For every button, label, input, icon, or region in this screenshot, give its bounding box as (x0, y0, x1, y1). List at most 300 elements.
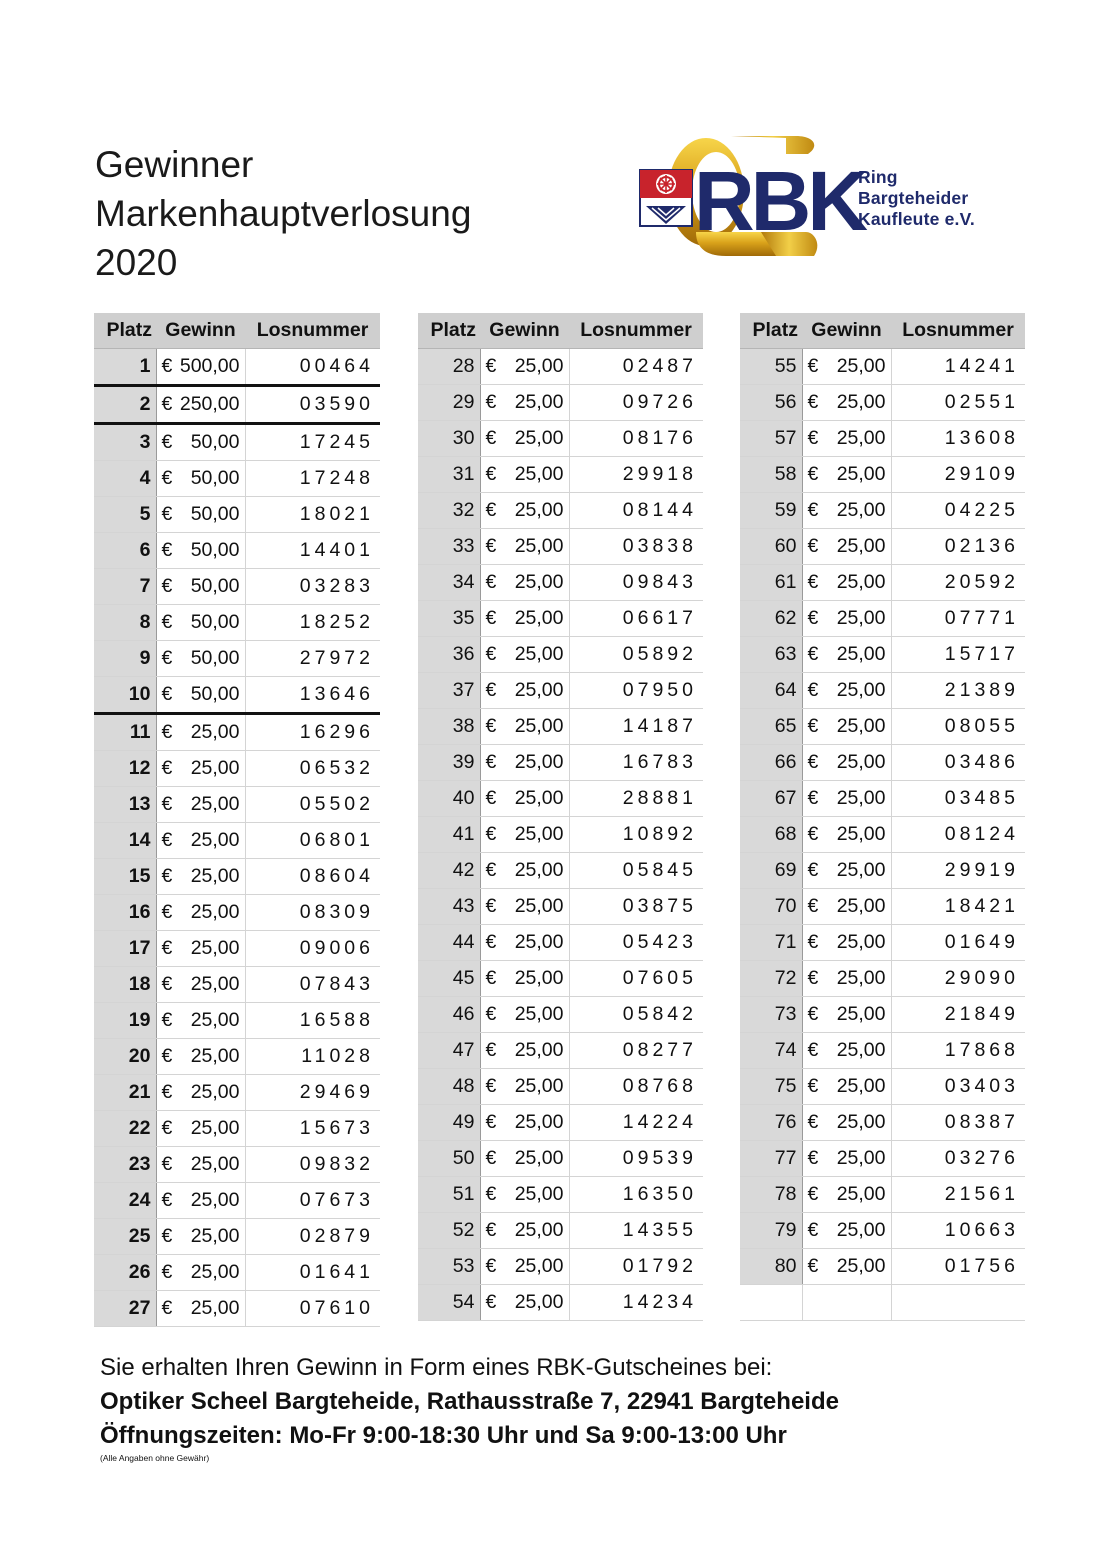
cell-gewinn (156, 931, 245, 967)
cell-platz: 72 (740, 961, 802, 997)
prize-amount: 500,00 (179, 355, 240, 377)
cell-platz: 34 (418, 565, 480, 601)
currency-symbol: € (161, 865, 173, 887)
currency-symbol: € (161, 647, 173, 669)
cell-losnummer: 07950 (569, 673, 703, 709)
cell-platz: 12 (94, 751, 156, 787)
cell-platz: 31 (418, 457, 480, 493)
table-row (94, 1183, 380, 1219)
logo-text-line-3: Kaufleute e.V. (858, 209, 975, 229)
cell-gewinn (480, 673, 569, 709)
currency-symbol: € (161, 793, 173, 815)
cell-losnummer: 09843 (569, 565, 703, 601)
prize-amount: 25,00 (190, 829, 240, 851)
prize-amount: 25,00 (836, 715, 886, 737)
table-row (94, 386, 380, 424)
table-row (740, 457, 1025, 493)
cell-losnummer: 13608 (891, 421, 1025, 457)
cell-gewinn (156, 1039, 245, 1075)
cell-gewinn (802, 853, 891, 889)
table-row (740, 925, 1025, 961)
table-row (418, 1033, 703, 1069)
currency-symbol: € (161, 355, 173, 377)
cell-platz: 25 (94, 1219, 156, 1255)
currency-symbol: € (161, 1261, 173, 1283)
currency-symbol: € (807, 1219, 819, 1241)
cell-gewinn (156, 714, 245, 751)
cell-platz: 29 (418, 385, 480, 421)
table-row (94, 569, 380, 605)
cell-platz: 50 (418, 1141, 480, 1177)
currency-symbol: € (161, 1009, 173, 1031)
cell-gewinn (156, 1111, 245, 1147)
header-losnummer: Losnummer (245, 313, 380, 349)
prize-amount: 25,00 (836, 1147, 886, 1169)
cell-platz: 13 (94, 787, 156, 823)
prize-amount: 25,00 (514, 823, 564, 845)
table-row (94, 605, 380, 641)
table-row (418, 1213, 703, 1249)
table-row (418, 997, 703, 1033)
cell-gewinn (802, 1213, 891, 1249)
currency-symbol: € (485, 895, 497, 917)
currency-symbol: € (161, 757, 173, 779)
currency-symbol: € (485, 679, 497, 701)
cell-platz: 46 (418, 997, 480, 1033)
cell-losnummer: 18421 (891, 889, 1025, 925)
cell-gewinn (156, 967, 245, 1003)
cell-gewinn (156, 497, 245, 533)
currency-symbol: € (161, 467, 173, 489)
cell-gewinn (156, 349, 245, 386)
prize-amount: 25,00 (514, 859, 564, 881)
currency-symbol: € (161, 1297, 173, 1319)
prize-amount: 25,00 (514, 715, 564, 737)
table-row (94, 533, 380, 569)
currency-symbol: € (807, 463, 819, 485)
currency-symbol: € (807, 607, 819, 629)
cell-gewinn (156, 1219, 245, 1255)
currency-symbol: € (161, 1045, 173, 1067)
cell-gewinn (480, 997, 569, 1033)
cell-gewinn (480, 421, 569, 457)
table-row (418, 1285, 703, 1321)
prize-amount: 25,00 (836, 1003, 886, 1025)
cell-platz: 38 (418, 709, 480, 745)
prize-amount: 25,00 (514, 751, 564, 773)
cell-platz: 77 (740, 1141, 802, 1177)
cell-losnummer: 08387 (891, 1105, 1025, 1141)
cell-losnummer: 08124 (891, 817, 1025, 853)
cell-gewinn (480, 745, 569, 781)
prize-amount: 25,00 (514, 895, 564, 917)
cell-gewinn (802, 997, 891, 1033)
cell-platz: 55 (740, 349, 802, 385)
prize-amount: 25,00 (514, 1255, 564, 1277)
table-row (740, 1069, 1025, 1105)
cell-platz: 37 (418, 673, 480, 709)
table-row (740, 673, 1025, 709)
cell-platz: 76 (740, 1105, 802, 1141)
currency-symbol: € (485, 571, 497, 593)
cell-losnummer: 29109 (891, 457, 1025, 493)
prize-amount: 25,00 (514, 787, 564, 809)
prize-amount: 25,00 (190, 1117, 240, 1139)
table-row (740, 853, 1025, 889)
cell-gewinn (480, 781, 569, 817)
cell-losnummer: 08604 (245, 859, 380, 895)
table-row (740, 637, 1025, 673)
cell-platz: 71 (740, 925, 802, 961)
cell-losnummer: 16783 (569, 745, 703, 781)
cell-gewinn (802, 1105, 891, 1141)
prize-amount: 25,00 (190, 865, 240, 887)
cell-losnummer: 06532 (245, 751, 380, 787)
table-row (94, 1039, 380, 1075)
cell-losnummer: 00464 (245, 349, 380, 386)
cell-losnummer: 02487 (569, 349, 703, 385)
footer-address: Optiker Scheel Bargteheide, Rathausstraße 7, 22941 Bargteheide (100, 1388, 839, 1415)
cell-losnummer: 07843 (245, 967, 380, 1003)
cell-losnummer: 03283 (245, 569, 380, 605)
table-row (418, 1141, 703, 1177)
cell-platz: 1 (94, 349, 156, 386)
prize-amount: 25,00 (836, 355, 886, 377)
cell-gewinn (480, 853, 569, 889)
cell-losnummer: 09006 (245, 931, 380, 967)
header-platz: Platz (740, 313, 802, 349)
prize-amount: 25,00 (190, 937, 240, 959)
table-row (418, 493, 703, 529)
cell-losnummer: 21389 (891, 673, 1025, 709)
table-row (418, 457, 703, 493)
table-row (94, 1075, 380, 1111)
cell-losnummer: 14224 (569, 1105, 703, 1141)
prize-amount: 25,00 (190, 757, 240, 779)
cell-platz (740, 1285, 802, 1321)
currency-symbol: € (485, 715, 497, 737)
cell-platz: 5 (94, 497, 156, 533)
cell-platz: 3 (94, 424, 156, 461)
currency-symbol: € (485, 1219, 497, 1241)
cell-losnummer: 28881 (569, 781, 703, 817)
prize-amount: 50,00 (190, 611, 240, 633)
currency-symbol: € (485, 1003, 497, 1025)
cell-gewinn (480, 457, 569, 493)
cell-losnummer: 08176 (569, 421, 703, 457)
cell-platz: 63 (740, 637, 802, 673)
cell-gewinn (156, 424, 245, 461)
cell-losnummer: 05423 (569, 925, 703, 961)
cell-platz: 33 (418, 529, 480, 565)
currency-symbol: € (807, 535, 819, 557)
cell-platz: 60 (740, 529, 802, 565)
table-row (94, 1147, 380, 1183)
cell-platz: 68 (740, 817, 802, 853)
prize-amount: 25,00 (514, 571, 564, 593)
currency-symbol: € (485, 1291, 497, 1313)
cell-platz: 47 (418, 1033, 480, 1069)
cell-losnummer: 27972 (245, 641, 380, 677)
currency-symbol: € (807, 643, 819, 665)
cell-losnummer: 01649 (891, 925, 1025, 961)
cell-losnummer: 01641 (245, 1255, 380, 1291)
header-losnummer: Losnummer (891, 313, 1025, 349)
prize-amount: 50,00 (190, 503, 240, 525)
cell-platz: 7 (94, 569, 156, 605)
prize-amount: 250,00 (179, 393, 240, 415)
cell-losnummer: 07610 (245, 1291, 380, 1327)
table-row (740, 817, 1025, 853)
cell-losnummer: 17248 (245, 461, 380, 497)
cell-gewinn (156, 787, 245, 823)
table-row (94, 677, 380, 714)
prize-amount: 25,00 (190, 1153, 240, 1175)
cell-platz: 15 (94, 859, 156, 895)
cell-losnummer: 02136 (891, 529, 1025, 565)
currency-symbol: € (485, 355, 497, 377)
table-row (418, 385, 703, 421)
currency-symbol: € (807, 1147, 819, 1169)
cell-losnummer: 03485 (891, 781, 1025, 817)
cell-gewinn (802, 565, 891, 601)
currency-symbol: € (807, 355, 819, 377)
table-row (740, 565, 1025, 601)
cell-losnummer: 08768 (569, 1069, 703, 1105)
currency-symbol: € (161, 539, 173, 561)
prize-amount: 25,00 (190, 973, 240, 995)
cell-losnummer: 14187 (569, 709, 703, 745)
cell-platz: 27 (94, 1291, 156, 1327)
cell-losnummer: 14355 (569, 1213, 703, 1249)
cell-gewinn (480, 1069, 569, 1105)
table-row (418, 709, 703, 745)
cell-platz: 30 (418, 421, 480, 457)
cell-losnummer: 02551 (891, 385, 1025, 421)
logo-text-line-2: Bargteheider (858, 188, 969, 208)
table-row (94, 1291, 380, 1327)
cell-gewinn (480, 385, 569, 421)
header-losnummer: Losnummer (569, 313, 703, 349)
cell-gewinn (802, 1285, 891, 1321)
table-row (418, 349, 703, 385)
cell-losnummer: 07605 (569, 961, 703, 997)
table-row (418, 781, 703, 817)
prize-amount: 25,00 (514, 1219, 564, 1241)
currency-symbol: € (807, 715, 819, 737)
table-row (94, 641, 380, 677)
cell-losnummer: 09539 (569, 1141, 703, 1177)
prize-amount: 25,00 (190, 901, 240, 923)
cell-losnummer: 21849 (891, 997, 1025, 1033)
prize-amount: 25,00 (836, 895, 886, 917)
table-row (418, 853, 703, 889)
currency-symbol: € (161, 1117, 173, 1139)
prize-amount: 25,00 (836, 427, 886, 449)
currency-symbol: € (807, 427, 819, 449)
cell-losnummer: 29469 (245, 1075, 380, 1111)
currency-symbol: € (161, 1153, 173, 1175)
logo-text (858, 167, 975, 230)
title-line-2: Markenhauptverlosung (95, 193, 472, 234)
cell-gewinn (480, 529, 569, 565)
cell-platz: 69 (740, 853, 802, 889)
cell-gewinn (802, 637, 891, 673)
cell-gewinn (480, 1033, 569, 1069)
cell-losnummer: 20592 (891, 565, 1025, 601)
currency-symbol: € (807, 1075, 819, 1097)
cell-losnummer: 03403 (891, 1069, 1025, 1105)
cell-platz: 19 (94, 1003, 156, 1039)
table-row (94, 787, 380, 823)
prize-amount: 25,00 (836, 1219, 886, 1241)
cell-gewinn (480, 889, 569, 925)
table-row (740, 493, 1025, 529)
cell-losnummer: 01756 (891, 1249, 1025, 1285)
prize-amount: 25,00 (514, 463, 564, 485)
cell-platz: 58 (740, 457, 802, 493)
prize-amount: 25,00 (514, 1075, 564, 1097)
cell-gewinn (480, 601, 569, 637)
prize-amount: 25,00 (836, 463, 886, 485)
currency-symbol: € (485, 391, 497, 413)
cell-losnummer: 03276 (891, 1141, 1025, 1177)
cell-gewinn (156, 569, 245, 605)
page-title (95, 140, 471, 287)
currency-symbol: € (807, 931, 819, 953)
cell-losnummer: 15717 (891, 637, 1025, 673)
table-row (418, 1249, 703, 1285)
cell-gewinn (156, 1255, 245, 1291)
table-row (418, 637, 703, 673)
cell-gewinn (802, 817, 891, 853)
table-row (740, 1033, 1025, 1069)
cell-platz: 36 (418, 637, 480, 673)
footer-opening-hours: Öffnungszeiten: Mo-Fr 9:00-18:30 Uhr und Sa 9:00-13:00 Uhr (100, 1422, 787, 1449)
cell-losnummer: 06617 (569, 601, 703, 637)
cell-platz: 66 (740, 745, 802, 781)
cell-losnummer: 16296 (245, 714, 380, 751)
table-row (740, 997, 1025, 1033)
prize-amount: 25,00 (514, 967, 564, 989)
cell-platz: 70 (740, 889, 802, 925)
header-gewinn: Gewinn (480, 313, 569, 349)
cell-platz: 22 (94, 1111, 156, 1147)
cell-platz: 80 (740, 1249, 802, 1285)
cell-platz: 40 (418, 781, 480, 817)
prize-amount: 25,00 (514, 391, 564, 413)
cell-gewinn (480, 565, 569, 601)
cell-gewinn (156, 751, 245, 787)
cell-losnummer: 11028 (245, 1039, 380, 1075)
currency-symbol: € (161, 431, 173, 453)
prize-amount: 25,00 (514, 1183, 564, 1205)
logo-gold-ring (731, 136, 814, 154)
currency-symbol: € (807, 1003, 819, 1025)
table-row (740, 349, 1025, 385)
prize-amount: 25,00 (514, 1039, 564, 1061)
currency-symbol: € (485, 751, 497, 773)
currency-symbol: € (485, 967, 497, 989)
prize-amount: 25,00 (836, 1111, 886, 1133)
cell-platz: 11 (94, 714, 156, 751)
prize-amount: 25,00 (190, 1045, 240, 1067)
cell-losnummer: 14234 (569, 1285, 703, 1321)
table-row (418, 1069, 703, 1105)
cell-gewinn (156, 1183, 245, 1219)
cell-losnummer: 16588 (245, 1003, 380, 1039)
prize-amount: 25,00 (836, 391, 886, 413)
prize-amount: 50,00 (190, 647, 240, 669)
currency-symbol: € (485, 1147, 497, 1169)
currency-symbol: € (485, 787, 497, 809)
currency-symbol: € (485, 1183, 497, 1205)
table-row (418, 745, 703, 781)
cell-platz: 59 (740, 493, 802, 529)
cell-losnummer: 09726 (569, 385, 703, 421)
table-row (94, 823, 380, 859)
table-row (740, 745, 1025, 781)
table-row (94, 497, 380, 533)
prize-amount: 25,00 (190, 1189, 240, 1211)
cell-platz: 43 (418, 889, 480, 925)
prize-amount: 25,00 (514, 355, 564, 377)
cell-platz: 65 (740, 709, 802, 745)
cell-losnummer: 05845 (569, 853, 703, 889)
currency-symbol: € (485, 427, 497, 449)
prize-amount: 50,00 (190, 683, 240, 705)
cell-gewinn (802, 709, 891, 745)
cell-gewinn (480, 1285, 569, 1321)
cell-platz: 16 (94, 895, 156, 931)
table-row (740, 385, 1025, 421)
currency-symbol: € (161, 1081, 173, 1103)
currency-symbol: € (807, 751, 819, 773)
cell-gewinn (802, 457, 891, 493)
table-row (94, 1255, 380, 1291)
cell-losnummer: 03590 (245, 386, 380, 424)
cell-gewinn (802, 781, 891, 817)
table-row (94, 751, 380, 787)
currency-symbol: € (807, 1111, 819, 1133)
cell-platz: 73 (740, 997, 802, 1033)
cell-losnummer: 29918 (569, 457, 703, 493)
table-row (740, 1285, 1025, 1321)
table-row (740, 1141, 1025, 1177)
cell-platz: 52 (418, 1213, 480, 1249)
cell-platz: 64 (740, 673, 802, 709)
currency-symbol: € (485, 607, 497, 629)
prize-amount: 25,00 (836, 1183, 886, 1205)
cell-gewinn (802, 925, 891, 961)
cell-losnummer: 06801 (245, 823, 380, 859)
cell-losnummer: 04225 (891, 493, 1025, 529)
cell-gewinn (156, 1147, 245, 1183)
cell-losnummer: 05892 (569, 637, 703, 673)
cell-losnummer: 16350 (569, 1177, 703, 1213)
prize-amount: 25,00 (836, 643, 886, 665)
table-row (740, 1213, 1025, 1249)
prize-amount: 25,00 (836, 1039, 886, 1061)
cell-gewinn (480, 961, 569, 997)
cell-platz: 79 (740, 1213, 802, 1249)
logo-crest (640, 170, 692, 226)
prize-amount: 25,00 (836, 751, 886, 773)
cell-losnummer: 29090 (891, 961, 1025, 997)
table-row (94, 967, 380, 1003)
cell-platz: 9 (94, 641, 156, 677)
cell-gewinn (802, 601, 891, 637)
